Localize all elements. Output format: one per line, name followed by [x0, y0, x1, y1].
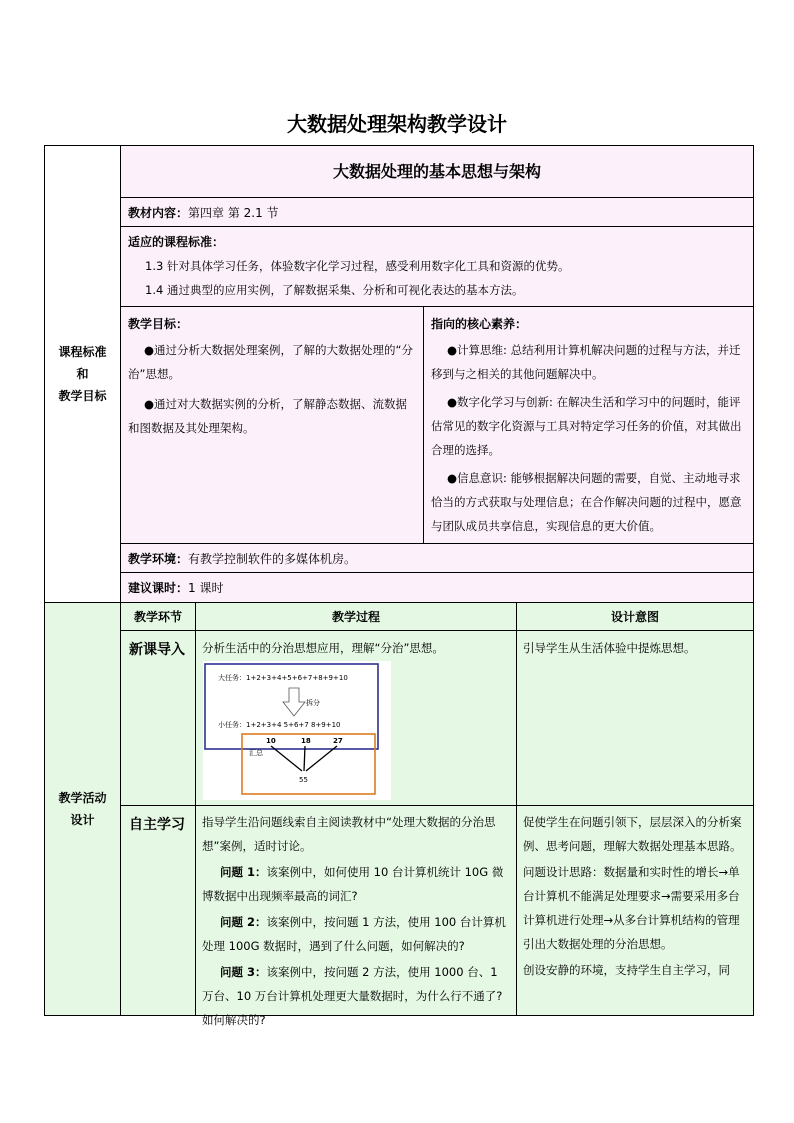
- hours-label: 建议课时：: [128, 581, 189, 595]
- environment-value: 有教学控制软件的多媒体机房。: [188, 552, 357, 566]
- environment-label: 教学环境：: [128, 552, 189, 566]
- goal-item: ●通过分析大数据处理案例，了解的大数据处理的“分治”思想。: [128, 343, 413, 381]
- left-label-line: 设计: [70, 813, 95, 827]
- stage-self-study: 自主学习: [120, 805, 196, 1016]
- intent-paragraph: 问题设计思路：数据量和实时性的增长→单台计算机不能满足处理要求→需要采用多台计算机进行处理→从多台计算机结构的管理引出大数据处理的分治思想。: [523, 865, 740, 951]
- left-label-line: 和: [76, 367, 89, 381]
- hours-value: 1 课时: [188, 581, 224, 595]
- document-title: 大数据处理架构教学设计: [287, 112, 507, 136]
- material-value: 第四章 第 2.1 节: [188, 206, 279, 220]
- process-intro-text: 分析生活中的分治思想应用，理解“分治”思想。: [202, 641, 444, 655]
- intent-self-study-cell: [516, 805, 754, 1016]
- question-label: 问题 2：: [220, 915, 267, 929]
- big-task-text: 大任务：1+2+3+4+5+6+7+8+9+10: [218, 674, 348, 682]
- literacy-cell: [423, 306, 754, 544]
- small-task-text: 小任务：1+2+3+4 5+6+7 8+9+10: [218, 721, 341, 729]
- header-stage: 教学环节: [120, 602, 196, 631]
- standard-item: 1.4 通过典型的应用实例，了解数据采集、分析和可视化表达的基本方法。: [145, 283, 524, 297]
- intent-intro-cell: [516, 630, 754, 806]
- header-process: 教学过程: [195, 602, 517, 631]
- section2-left-label: [44, 602, 121, 1016]
- goals-cell: [120, 306, 424, 544]
- left-label-line: 教学活动: [58, 791, 107, 805]
- left-label-line: 课程标准: [58, 345, 107, 359]
- question-text: 该案例中，按问题 2 方法，使用 1000 台、1 万台、10 万台计算机处理更大量数据时，为什么行不通了? 如何解决的?: [202, 965, 503, 1027]
- question-text: 该案例中，按问题 1 方法，使用 100 台计算机处理 100G 数据时，遇到了什么问题，如何解决的?: [202, 915, 506, 953]
- standards-row: [120, 226, 754, 307]
- left-label-line: 教学目标: [58, 389, 107, 403]
- process-self-study-cell: [195, 805, 517, 1027]
- question-text: 该案例中，如何使用 10 台计算机统计 10G 微博数据中出现频率最高的词汇?: [202, 865, 504, 903]
- material-row: [120, 197, 754, 227]
- partial-result: 27: [333, 737, 343, 745]
- partial-result: 10: [266, 737, 276, 745]
- literacy-item: ●信息意识: 能够根据解决问题的需要，自觉、主动地寻求恰当的方式获取与处理信息；在合作解决问题的过程中，愿意与团队成员共享信息，实现信息的更大价值。: [431, 471, 742, 533]
- process-intro-paragraph: 指导学生沿问题线索自主阅读教材中“处理大数据的分治思想”案例，适时讨论。: [202, 815, 496, 853]
- material-label: 教材内容：: [128, 206, 189, 220]
- question-item: [202, 910, 510, 958]
- intent-paragraph: 创设安静的环境，支持学生自主学习，同: [523, 963, 730, 977]
- divide-and-conquer-diagram: [203, 661, 391, 800]
- question-label: 问题 3：: [220, 965, 267, 979]
- partial-result: 18: [301, 737, 311, 745]
- question-item: [202, 860, 510, 908]
- standards-label: 适应的课程标准：: [128, 235, 225, 249]
- literacy-item: ●数字化学习与创新: 在解决生活和学习中的问题时，能评估常见的数字化资源与工具对特定学习任务的价值，对其做出合理的选择。: [431, 395, 742, 457]
- question-item: [202, 960, 510, 1032]
- literacy-label: 指向的核心素养：: [431, 317, 528, 331]
- hours-row: [120, 572, 754, 603]
- intent-paragraph: 促使学生在问题引领下，层层深入的分析案例、思考问题，理解大数据处理基本思路。: [523, 815, 742, 853]
- intent-intro-text: 引导学生从生活体验中提炼思想。: [523, 641, 696, 655]
- split-label: 拆分: [306, 699, 320, 707]
- section1-left-label: [44, 145, 121, 603]
- stage-intro: 新课导入: [120, 630, 196, 806]
- goal-item: ●通过对大数据实例的分析，了解静态数据、流数据和图数据及其处理架构。: [128, 397, 408, 435]
- process-intro-cell: [195, 630, 517, 806]
- summary-label: 汇总: [249, 749, 263, 757]
- header-intent: 设计意图: [516, 602, 754, 631]
- question-label: 问题 1：: [220, 865, 267, 879]
- environment-row: [120, 543, 754, 573]
- lesson-title: 大数据处理的基本思想与架构: [120, 145, 754, 198]
- literacy-item: ●计算思维: 总结利用计算机解决问题的过程与方法，并迁移到与之相关的其他问题解决中。: [431, 343, 741, 381]
- total-result: 55: [299, 776, 308, 784]
- goals-label: 教学目标：: [128, 317, 189, 331]
- standard-item: 1.3 针对具体学习任务，体验数字化学习过程，感受利用数字化工具和资源的优势。: [145, 259, 570, 273]
